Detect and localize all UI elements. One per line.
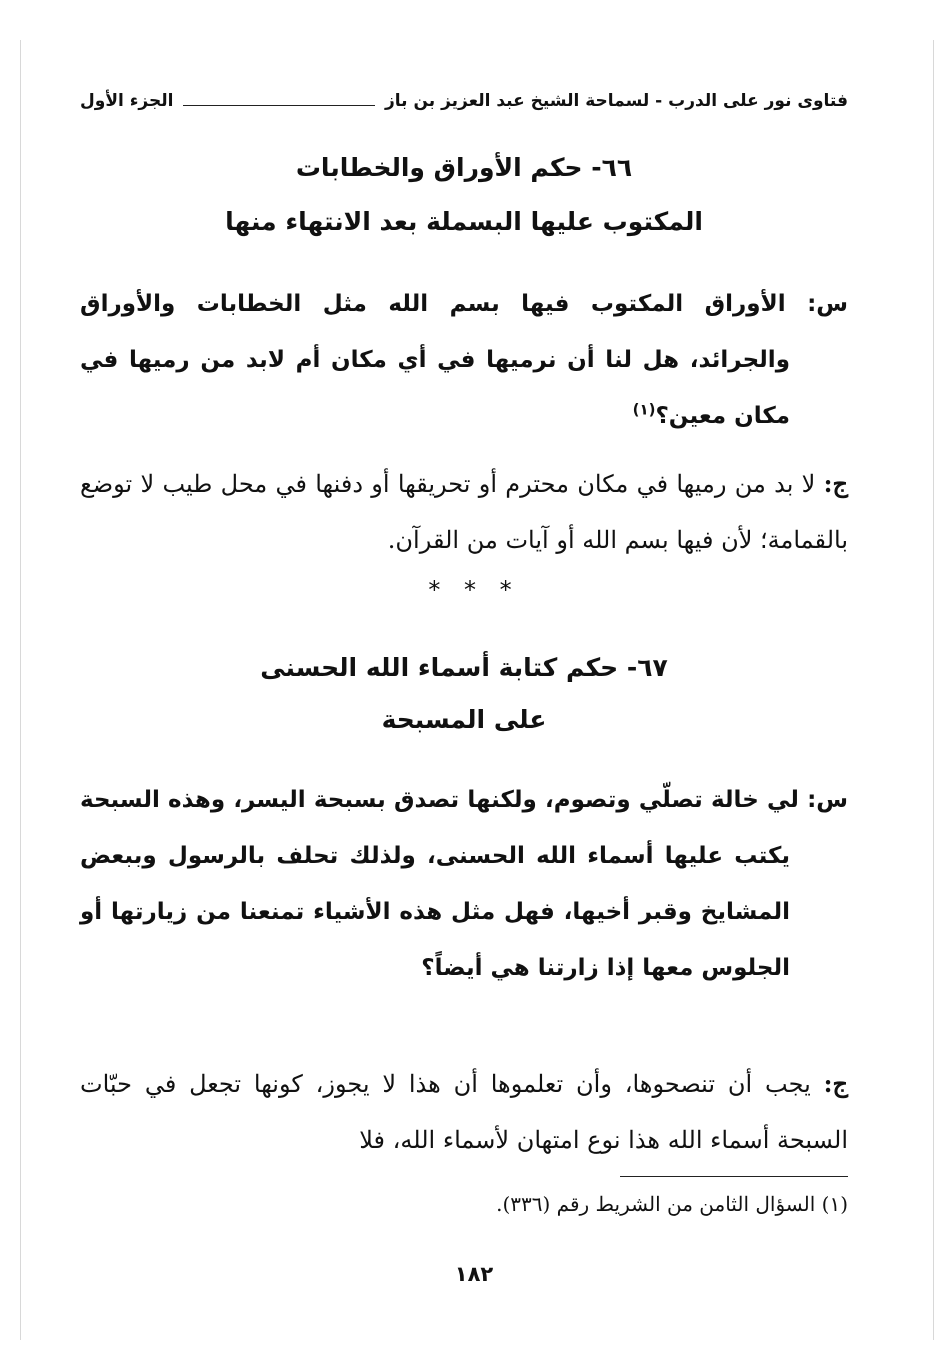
question-text: لي خالة تصلّي وتصوم، ولكنها تصدق بسبحة اليسر، وهذه السبحة يكتب عليها أسماء الله الحسنى، ولذلك تحلف بالرسول وببعض المشايخ وقبر أخيها، فهل مثل هذه الأشياء تمنعنا من زيارتها أو الجلوس معها إذا زارتنا هي أيضاً؟ (80, 787, 799, 981)
fatwa-67-heading-line2: على المسبحة (381, 705, 547, 734)
question-label: س: (807, 787, 848, 813)
header-rule (183, 105, 375, 106)
fatwa-67-heading-line1: ٦٧- حكم كتابة أسماء الله الحسنى (260, 653, 668, 682)
question-text: الأوراق المكتوب فيها بسم الله مثل الخطابات والأوراق والجرائد، هل لنا أن نرميها في أي مكان أم لابد من رميها في مكان معين؟ (80, 291, 790, 429)
scan-edge-line (20, 40, 21, 1340)
page-number: ١٨٢ (454, 1262, 494, 1286)
scan-edge-line (933, 40, 934, 1340)
answer-label: ج: (823, 469, 849, 498)
fatwa-67-question (80, 772, 848, 996)
answer-label: ج: (823, 1069, 848, 1098)
fatwa-67-answer (80, 1056, 848, 1168)
fatwa-66-question (80, 276, 848, 444)
footnote-rule (620, 1176, 848, 1177)
footnote-ref[interactable]: (١) (632, 400, 656, 419)
volume-part: الجزء الأول (80, 91, 174, 111)
book-title: فتاوى نور على الدرب - لسماحة الشيخ عبد العزيز بن باز (385, 91, 848, 111)
running-header (80, 84, 848, 118)
answer-text: لا بد من رميها في مكان محترم أو تحريقها أو دفنها في محل طيب لا توضع بالقمامة؛ لأن فيها بسم الله أو آيات من القرآن. (80, 470, 848, 554)
fatwa-66-heading-line1: ٦٦- حكم الأوراق والخطابات (295, 153, 633, 182)
question-label: س: (807, 291, 848, 317)
fatwa-66-answer (80, 456, 848, 568)
footnote: (١) السؤال الثامن من الشريط رقم (٣٣٦). (496, 1192, 848, 1216)
answer-text: يجب أن تنصحوها، وأن تعلموها أن هذا لا يجوز، كونها تجعل في حبّات السبحة أسماء الله هذا نوع امتهان لأسماء الله، فلا (80, 1070, 848, 1154)
fatwa-66-heading-line2: المكتوب عليها البسملة بعد الانتهاء منها (225, 207, 703, 236)
section-separator: * * * (428, 576, 520, 604)
